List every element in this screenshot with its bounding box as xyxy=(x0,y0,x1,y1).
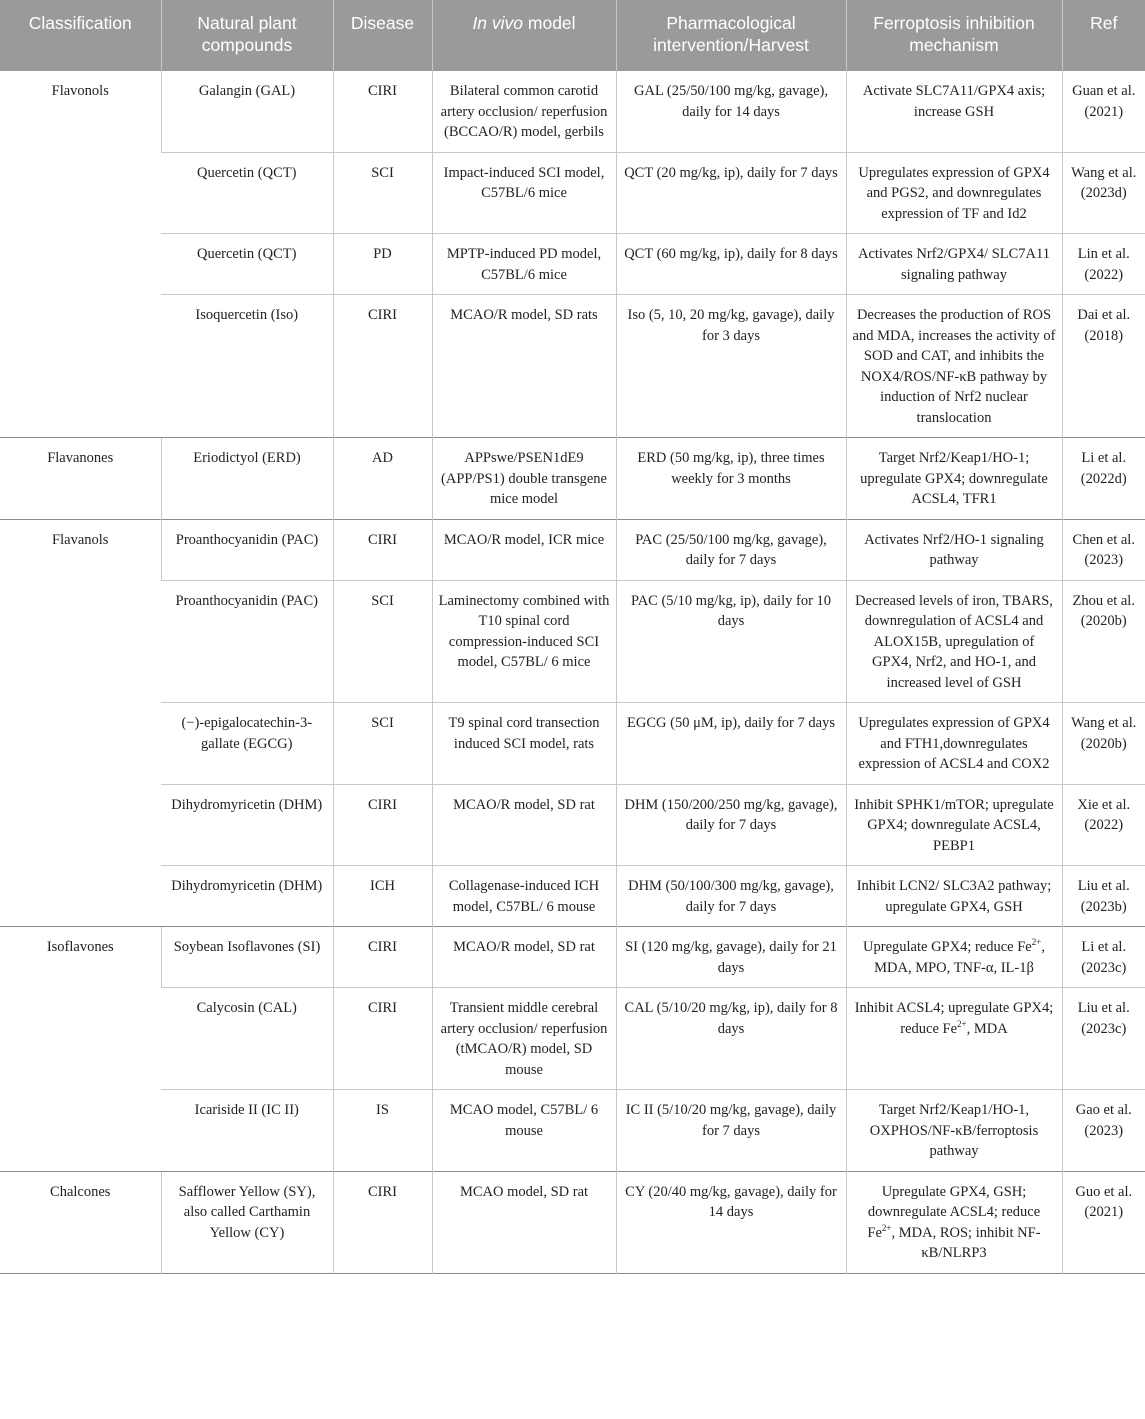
intervention-cell: CY (20/40 mg/kg, gavage), daily for 14 days xyxy=(616,1171,846,1273)
compound-cell: Dihydromyricetin (DHM) xyxy=(161,784,333,866)
intervention-cell: CAL (5/10/20 mg/kg, ip), daily for 8 days xyxy=(616,988,846,1090)
mechanism-cell: Inhibit LCN2/ SLC3A2 pathway; upregulate GPX4, GSH xyxy=(846,866,1062,927)
table-row xyxy=(0,295,1145,438)
classification-cell: Flavanols xyxy=(0,519,161,927)
mechanism-text: Upregulate GPX4; reduce Fe xyxy=(863,939,1032,955)
mechanism-text: , MDA xyxy=(966,1020,1008,1037)
ref-cell: Wang et al. (2020b) xyxy=(1062,703,1145,785)
ref-cell: Guo et al. (2021) xyxy=(1062,1171,1145,1273)
mechanism-text: , MDA, MPO, TNF-α, IL-1β xyxy=(874,939,1045,976)
disease-cell: IS xyxy=(333,1090,432,1172)
table-row xyxy=(0,580,1145,703)
compound-cell: Quercetin (QCT) xyxy=(161,152,333,234)
model-cell: MPTP-induced PD model, C57BL/6 mice xyxy=(432,234,616,295)
ref-cell: Guan et al. (2021) xyxy=(1062,71,1145,152)
table-row xyxy=(0,519,1145,580)
mechanism-cell xyxy=(846,1171,1062,1273)
superscript: 2+ xyxy=(957,1018,967,1029)
mechanism-text: , MDA, ROS; inhibit NF-κB/NLRP3 xyxy=(891,1224,1041,1261)
model-cell: Bilateral common carotid artery occlusion/ reperfusion (BCCAO/R) model, gerbils xyxy=(432,71,616,152)
intervention-cell: IC II (5/10/20 mg/kg, gavage), daily for 7 days xyxy=(616,1090,846,1172)
compound-cell: (−)-epigalocatechin-3-gallate (EGCG) xyxy=(161,703,333,785)
compound-cell: Isoquercetin (Iso) xyxy=(161,295,333,438)
disease-cell: CIRI xyxy=(333,295,432,438)
ref-cell: Liu et al. (2023b) xyxy=(1062,866,1145,927)
mechanism-text: Inhibit ACSL4; upregulate GPX4; reduce Fe xyxy=(854,1000,1054,1037)
model-cell: MCAO/R model, ICR mice xyxy=(432,519,616,580)
mechanism-cell: Target Nrf2/Keap1/HO-1; upregulate GPX4; downregulate ACSL4, TFR1 xyxy=(846,438,1062,520)
compound-cell: Proanthocyanidin (PAC) xyxy=(161,519,333,580)
ref-cell: Dai et al. (2018) xyxy=(1062,295,1145,438)
disease-cell: CIRI xyxy=(333,519,432,580)
classification-cell: Chalcones xyxy=(0,1171,161,1273)
header-row xyxy=(0,0,1145,71)
table-row xyxy=(0,703,1145,785)
ref-cell: Li et al. (2023c) xyxy=(1062,927,1145,988)
compound-cell: Soybean Isoflavones (SI) xyxy=(161,927,333,988)
model-cell: APPswe/PSEN1dE9 (APP/PS1) double transgene mice model xyxy=(432,438,616,520)
mechanism-cell: Activates Nrf2/GPX4/ SLC7A11 signaling pathway xyxy=(846,234,1062,295)
ref-cell: Liu et al. (2023c) xyxy=(1062,988,1145,1090)
header-disease: Disease xyxy=(333,0,432,71)
classification-cell: Isoflavones xyxy=(0,927,161,1172)
disease-cell: SCI xyxy=(333,703,432,785)
mechanism-cell: Upregulates expression of GPX4 and FTH1,downregulates expression of ACSL4 and COX2 xyxy=(846,703,1062,785)
header-model xyxy=(432,0,616,71)
disease-cell: CIRI xyxy=(333,927,432,988)
intervention-cell: Iso (5, 10, 20 mg/kg, gavage), daily for 3 days xyxy=(616,295,846,438)
table-row xyxy=(0,927,1145,988)
model-cell: Impact-induced SCI model, C57BL/6 mice xyxy=(432,152,616,234)
table-row xyxy=(0,988,1145,1090)
model-cell: Laminectomy combined with T10 spinal cord compression-induced SCI model, C57BL/ 6 mice xyxy=(432,580,616,703)
intervention-cell: DHM (150/200/250 mg/kg, gavage), daily for 7 days xyxy=(616,784,846,866)
table-row xyxy=(0,438,1145,520)
mechanism-cell xyxy=(846,927,1062,988)
intervention-cell: ERD (50 mg/kg, ip), three times weekly for 3 months xyxy=(616,438,846,520)
disease-cell: CIRI xyxy=(333,784,432,866)
compound-cell: Quercetin (QCT) xyxy=(161,234,333,295)
mechanism-cell: Upregulates expression of GPX4 and PGS2, and downregulates expression of TF and Id2 xyxy=(846,152,1062,234)
model-cell: Collagenase-induced ICH model, C57BL/ 6 mouse xyxy=(432,866,616,927)
compound-cell: Proanthocyanidin (PAC) xyxy=(161,580,333,703)
table-row xyxy=(0,71,1145,152)
ref-cell: Xie et al. (2022) xyxy=(1062,784,1145,866)
table-row xyxy=(0,784,1145,866)
mechanism-cell: Activates Nrf2/HO-1 signaling pathway xyxy=(846,519,1062,580)
header-ref: Ref xyxy=(1062,0,1145,71)
header-model-rest: model xyxy=(523,13,576,33)
mechanism-cell: Target Nrf2/Keap1/HO-1, OXPHOS/NF-κB/ferroptosis pathway xyxy=(846,1090,1062,1172)
mechanism-cell: Decreases the production of ROS and MDA, increases the activity of SOD and CAT, and inhibits the NOX4/ROS/NF-κB pathway by induction of Nrf2 nuclear translocation xyxy=(846,295,1062,438)
intervention-cell: SI (120 mg/kg, gavage), daily for 21 days xyxy=(616,927,846,988)
disease-cell: SCI xyxy=(333,580,432,703)
disease-cell: ICH xyxy=(333,866,432,927)
intervention-cell: DHM (50/100/300 mg/kg, gavage), daily for 7 days xyxy=(616,866,846,927)
ref-cell: Zhou et al. (2020b) xyxy=(1062,580,1145,703)
header-model-italic: In vivo xyxy=(472,13,524,33)
disease-cell: CIRI xyxy=(333,71,432,152)
disease-cell: AD xyxy=(333,438,432,520)
compound-cell: Eriodictyol (ERD) xyxy=(161,438,333,520)
intervention-cell: QCT (20 mg/kg, ip), daily for 7 days xyxy=(616,152,846,234)
ref-cell: Chen et al. (2023) xyxy=(1062,519,1145,580)
table-row xyxy=(0,152,1145,234)
model-cell: MCAO/R model, SD rats xyxy=(432,295,616,438)
compound-cell: Safflower Yellow (SY), also called Carthamin Yellow (CY) xyxy=(161,1171,333,1273)
intervention-cell: EGCG (50 μM, ip), daily for 7 days xyxy=(616,703,846,785)
disease-cell: CIRI xyxy=(333,988,432,1090)
compound-cell: Icariside II (IC II) xyxy=(161,1090,333,1172)
superscript: 2+ xyxy=(1031,937,1042,948)
model-cell: Transient middle cerebral artery occlusion/ reperfusion (tMCAO/R) model, SD mouse xyxy=(432,988,616,1090)
classification-cell: Flavanones xyxy=(0,438,161,520)
compound-cell: Calycosin (CAL) xyxy=(161,988,333,1090)
mechanism-cell xyxy=(846,988,1062,1090)
disease-cell: CIRI xyxy=(333,1171,432,1273)
model-cell: MCAO model, C57BL/ 6 mouse xyxy=(432,1090,616,1172)
mechanism-cell: Inhibit SPHK1/mTOR; upregulate GPX4; downregulate ACSL4, PEBP1 xyxy=(846,784,1062,866)
compound-cell: Galangin (GAL) xyxy=(161,71,333,152)
intervention-cell: GAL (25/50/100 mg/kg, gavage), daily for 14 days xyxy=(616,71,846,152)
mechanism-text: Upregulate GPX4, GSH; downregulate ACSL4; reduce Fe xyxy=(867,1183,1041,1241)
mechanism-cell: Decreased levels of iron, TBARS, downregulation of ACSL4 and ALOX15B, upregulation of GPX4, Nrf2, and HO-1, and increased level of GSH xyxy=(846,580,1062,703)
model-cell: MCAO/R model, SD rat xyxy=(432,784,616,866)
header-intervention: Pharmacological intervention/Harvest xyxy=(616,0,846,71)
model-cell: T9 spinal cord transection induced SCI model, rats xyxy=(432,703,616,785)
ref-cell: Lin et al. (2022) xyxy=(1062,234,1145,295)
table-row xyxy=(0,234,1145,295)
table-row xyxy=(0,1171,1145,1273)
intervention-cell: PAC (25/50/100 mg/kg, gavage), daily for 7 days xyxy=(616,519,846,580)
ref-cell: Wang et al. (2023d) xyxy=(1062,152,1145,234)
intervention-cell: PAC (5/10 mg/kg, ip), daily for 10 days xyxy=(616,580,846,703)
disease-cell: PD xyxy=(333,234,432,295)
header-mechanism: Ferroptosis inhibition mechanism xyxy=(846,0,1062,71)
model-cell: MCAO model, SD rat xyxy=(432,1171,616,1273)
classification-cell: Flavonols xyxy=(51,83,109,99)
model-cell: MCAO/R model, SD rat xyxy=(432,927,616,988)
table-row xyxy=(0,1090,1145,1172)
header-compounds: Natural plant compounds xyxy=(161,0,333,71)
intervention-cell: QCT (60 mg/kg, ip), daily for 8 days xyxy=(616,234,846,295)
superscript: 2+ xyxy=(881,1222,892,1233)
ref-cell: Li et al. (2022d) xyxy=(1062,438,1145,520)
table-row xyxy=(0,866,1145,927)
header-classification: Classification xyxy=(0,0,161,71)
mechanism-cell: Activate SLC7A11/GPX4 axis; increase GSH xyxy=(846,71,1062,152)
ref-cell: Gao et al. (2023) xyxy=(1062,1090,1145,1172)
compound-cell: Dihydromyricetin (DHM) xyxy=(161,866,333,927)
disease-cell: SCI xyxy=(333,152,432,234)
